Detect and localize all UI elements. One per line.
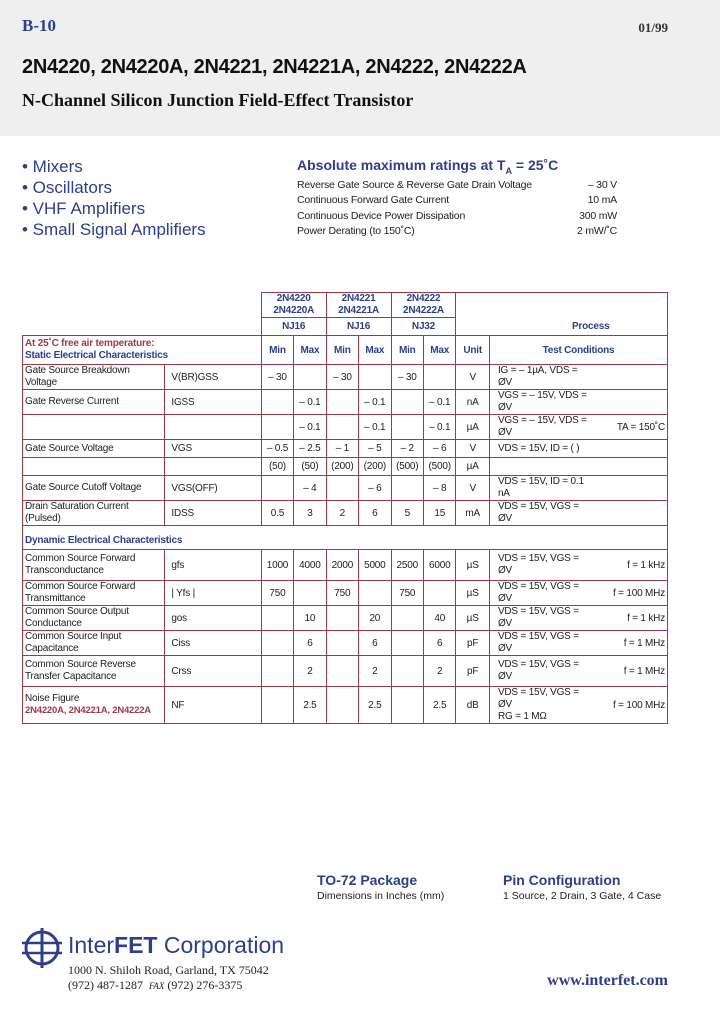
value-cell: 0.5 [261, 501, 293, 526]
table-row [23, 476, 668, 501]
value-cell: 750 [391, 581, 423, 606]
value-cell: – 6 [423, 440, 455, 458]
pin-configuration-text: 1 Source, 2 Drain, 3 Gate, 4 Case [503, 890, 662, 902]
symbol: Ciss [165, 631, 261, 656]
value-cell: – 0.5 [261, 440, 293, 458]
value-cell [391, 687, 423, 724]
symbol: | Yfs | [165, 581, 261, 606]
value-cell: 6000 [423, 550, 455, 581]
company-logo-icon [22, 928, 62, 968]
unit-cell: µS [456, 581, 490, 606]
pin-configuration-section [503, 872, 661, 902]
value-cell [359, 581, 391, 606]
value-cell [261, 415, 293, 440]
table-row [23, 631, 668, 656]
test-condition-extra [594, 365, 667, 390]
parameter-name: Gate Reverse Current [23, 390, 165, 415]
value-cell [326, 606, 358, 631]
value-cell: 5 [391, 501, 423, 526]
abs-max-row: Reverse Gate Source & Reverse Gate Drain Voltage – 30 V [297, 178, 617, 191]
value-cell [294, 581, 326, 606]
value-cell [326, 687, 358, 724]
list-item: • Mixers [22, 157, 83, 176]
value-cell: – 30 [261, 365, 293, 390]
issue-date: 01/99 [638, 20, 668, 35]
part-numbers: 2N4220, 2N4220A, 2N4221, 2N4221A, 2N4222, 2N4222A [22, 56, 527, 78]
symbol [165, 458, 261, 476]
unit-cell: nA [456, 390, 490, 415]
value-cell [391, 656, 423, 687]
value-cell: 750 [261, 581, 293, 606]
abs-max-row: Power Derating (to 150˚C) 2 mW/˚C [297, 225, 617, 238]
value-cell [391, 606, 423, 631]
value-cell [261, 631, 293, 656]
table-row [23, 415, 668, 440]
value-cell: 6 [294, 631, 326, 656]
value-cell [261, 656, 293, 687]
test-condition: VGS = – 15V, VDS = ØV [489, 390, 594, 415]
company-address: 1000 N. Shiloh Road, Garland, TX 75042 (972) 487-1287 FAX (972) 276-3375 [68, 963, 269, 992]
symbol: VGS [165, 440, 261, 458]
parameter-name [23, 415, 165, 440]
value-cell: 2 [359, 656, 391, 687]
value-cell [423, 365, 455, 390]
parameter-name: Common Source Output Conductance [23, 606, 165, 631]
value-cell: – 2 [391, 440, 423, 458]
value-cell: 40 [423, 606, 455, 631]
value-cell [261, 606, 293, 631]
dynamic-characteristics [23, 550, 668, 724]
package-section [317, 872, 444, 902]
unit-cell: µS [456, 550, 490, 581]
absolute-max-ratings [297, 157, 617, 240]
value-cell [423, 581, 455, 606]
unit-cell: mA [456, 501, 490, 526]
value-cell: – 0.1 [423, 390, 455, 415]
value-cell: – 1 [326, 440, 358, 458]
test-condition: IG = – 1µA, VDS = ØV [489, 365, 594, 390]
table-header-row: At 25˚C free air temperature: Static Electrical Characteristics Min Max Min Max Min Max Unit Test Conditions [23, 336, 668, 365]
unit-cell: V [456, 365, 490, 390]
test-condition: VDS = 15V, VGS = ØV [489, 656, 594, 687]
static-characteristics [23, 365, 668, 526]
value-cell [326, 631, 358, 656]
test-condition: VDS = 15V, VGS = ØV [489, 550, 594, 581]
symbol: IGSS [165, 390, 261, 415]
value-cell: – 0.1 [359, 390, 391, 415]
parameter-name: Common Source Reverse Transfer Capacitance [23, 656, 165, 687]
applications-list [22, 156, 206, 240]
table-row [23, 458, 668, 476]
value-cell: 4000 [294, 550, 326, 581]
test-condition: VDS = 15V, ID = 0.1 nA [489, 476, 594, 501]
test-condition-extra [594, 476, 667, 501]
table-row [23, 687, 668, 724]
parameter-name: Gate Source Breakdown Voltage [23, 365, 165, 390]
test-condition-extra: f = 1 kHz [594, 550, 667, 581]
value-cell: – 8 [423, 476, 455, 501]
value-cell: – 2.5 [294, 440, 326, 458]
table-header-row: 2N4220 2N4220A 2N4221 2N4221A 2N4222 2N4222A [23, 293, 668, 318]
value-cell: – 4 [294, 476, 326, 501]
test-condition: VGS = – 15V, VDS = ØV [489, 415, 594, 440]
symbol: gos [165, 606, 261, 631]
test-condition-extra [594, 458, 667, 476]
symbol: gfs [165, 550, 261, 581]
abs-max-row: Continuous Device Power Dissipation 300 mW [297, 209, 617, 222]
parameter-name: Common Source Forward Transmittance [23, 581, 165, 606]
symbol: IDSS [165, 501, 261, 526]
abs-max-row: Continuous Forward Gate Current 10 mA [297, 194, 617, 207]
value-cell: (50) [294, 458, 326, 476]
value-cell: – 30 [326, 365, 358, 390]
package-title: TO-72 Package [317, 872, 418, 888]
company-website-link[interactable]: www.interfet.com [547, 972, 668, 989]
value-cell [261, 390, 293, 415]
value-cell: 2500 [391, 550, 423, 581]
value-cell: 750 [326, 581, 358, 606]
test-condition-extra: f = 100 MHz [594, 581, 667, 606]
test-condition-extra [594, 501, 667, 526]
parameter-name: Gate Source Cutoff Voltage [23, 476, 165, 501]
value-cell: 15 [423, 501, 455, 526]
page-title: N-Channel Silicon Junction Field-Effect Transistor [22, 90, 414, 110]
table-row [23, 365, 668, 390]
test-condition-extra: TA = 150˚C [594, 415, 667, 440]
value-cell: – 30 [391, 365, 423, 390]
value-cell: (200) [326, 458, 358, 476]
value-cell [391, 476, 423, 501]
table-row [23, 390, 668, 415]
test-condition: VDS = 15V, VGS = ØV [489, 631, 594, 656]
unit-cell: pF [456, 631, 490, 656]
value-cell: (200) [359, 458, 391, 476]
test-condition: VDS = 15V, VGS = ØV [489, 501, 594, 526]
test-condition-extra [594, 390, 667, 415]
value-cell: 2.5 [294, 687, 326, 724]
symbol: NF [165, 687, 261, 724]
value-cell [391, 415, 423, 440]
company-name: InterFET Corporation [68, 932, 285, 958]
value-cell: – 5 [359, 440, 391, 458]
symbol [165, 415, 261, 440]
pin-configuration-title: Pin Configuration [503, 872, 621, 888]
value-cell: (500) [391, 458, 423, 476]
value-cell: 6 [359, 501, 391, 526]
value-cell [326, 476, 358, 501]
list-item: • Small Signal Amplifiers [22, 220, 206, 239]
value-cell: – 0.1 [294, 390, 326, 415]
value-cell: – 6 [359, 476, 391, 501]
test-condition-extra: f = 1 MHz [594, 656, 667, 687]
parameter-name [23, 458, 165, 476]
unit-cell: µA [456, 458, 490, 476]
test-condition-extra [594, 440, 667, 458]
value-cell: 2 [423, 656, 455, 687]
parameter-name: Common Source Forward Transconductance [23, 550, 165, 581]
parameter-name: Gate Source Voltage [23, 440, 165, 458]
value-cell: 2 [294, 656, 326, 687]
value-cell [391, 631, 423, 656]
unit-cell: V [456, 476, 490, 501]
value-cell: 10 [294, 606, 326, 631]
parameter-name: Drain Saturation Current (Pulsed) [23, 501, 165, 526]
symbol: V(BR)GSS [165, 365, 261, 390]
value-cell [294, 365, 326, 390]
value-cell: 2.5 [423, 687, 455, 724]
value-cell: – 0.1 [359, 415, 391, 440]
table-row [23, 581, 668, 606]
table-row [23, 440, 668, 458]
table-row [23, 550, 668, 581]
value-cell: (500) [423, 458, 455, 476]
value-cell: 3 [294, 501, 326, 526]
test-condition-extra: f = 1 MHz [594, 631, 667, 656]
test-condition: VDS = 15V, VGS = ØV RG = 1 MΩ [489, 687, 594, 724]
unit-cell: pF [456, 656, 490, 687]
value-cell: 6 [423, 631, 455, 656]
value-cell [326, 390, 358, 415]
test-condition-extra: f = 100 MHz [594, 687, 667, 724]
test-condition-extra: f = 1 kHz [594, 606, 667, 631]
list-item: • VHF Amplifiers [22, 199, 146, 218]
table-row [23, 501, 668, 526]
test-condition: VDS = 15V, VGS = ØV [489, 581, 594, 606]
value-cell [261, 687, 293, 724]
value-cell [391, 390, 423, 415]
value-cell: 2000 [326, 550, 358, 581]
parameter-name: Common Source Input Capacitance [23, 631, 165, 656]
value-cell [326, 656, 358, 687]
unit-cell: µS [456, 606, 490, 631]
symbol: VGS(OFF) [165, 476, 261, 501]
test-condition: VDS = 15V, ID = ( ) [489, 440, 594, 458]
abs-max-title: Absolute maximum ratings at $T_A$ = 25˚C [297, 157, 559, 176]
value-cell: 2.5 [359, 687, 391, 724]
value-cell: (50) [261, 458, 293, 476]
value-cell: – 0.1 [423, 415, 455, 440]
value-cell [326, 415, 358, 440]
table-row: Dynamic Electrical Characteristics [23, 526, 668, 550]
unit-cell: µA [456, 415, 490, 440]
value-cell: 5000 [359, 550, 391, 581]
list-item: • Oscillators [22, 178, 113, 197]
value-cell: 6 [359, 631, 391, 656]
unit-cell: dB [456, 687, 490, 724]
page-code: B-10 [22, 16, 56, 35]
unit-cell: V [456, 440, 490, 458]
package-subtitle: Dimensions in Inches (mm) [317, 890, 445, 902]
value-cell: – 0.1 [294, 415, 326, 440]
test-condition: VDS = 15V, VGS = ØV [489, 606, 594, 631]
value-cell: 1000 [261, 550, 293, 581]
table-row [23, 656, 668, 687]
table-header-row: NJ16 NJ16 NJ32 Process [23, 318, 668, 336]
electrical-characteristics-table [22, 292, 668, 724]
symbol: Crss [165, 656, 261, 687]
parameter-name: Noise Figure 2N4220A, 2N4221A, 2N4222A [23, 687, 165, 724]
value-cell [261, 476, 293, 501]
value-cell [359, 365, 391, 390]
table-row [23, 606, 668, 631]
test-condition [489, 458, 594, 476]
value-cell: 2 [326, 501, 358, 526]
value-cell: 20 [359, 606, 391, 631]
